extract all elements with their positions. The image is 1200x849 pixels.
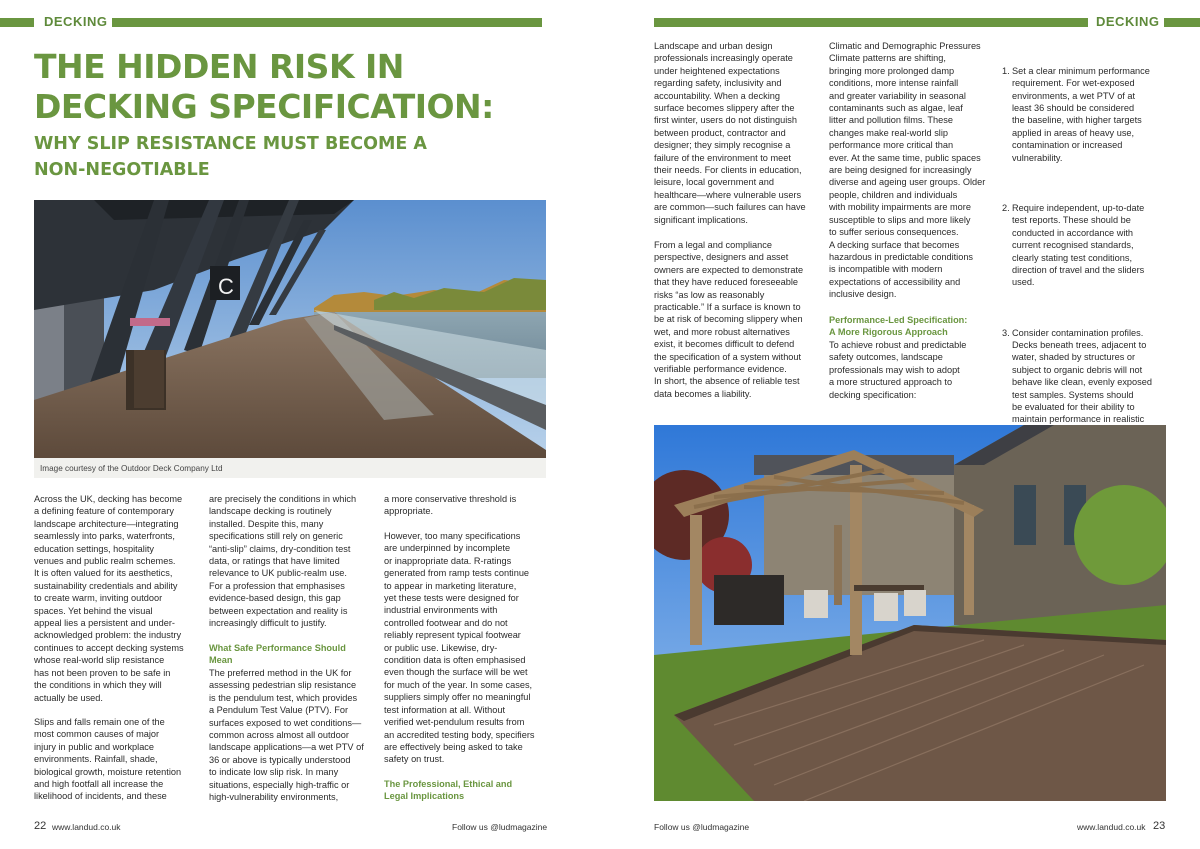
col5-paragraph1: Climatic and Demographic Pressures Climate patterns are shifting, bringing more prolonged damp conditions, more intense rainfall and greater variability in seasonal contaminants such as algae, leaf litter and pollution films. These changes make real-world slip performance more critical than ever. At the same time, public spaces are being designed for increasingly diverse and ageing user groups. Older people, children and individuals with mobility impairments are more susceptible to slips and more likely to suffer serious consequences. A decking surface that becomes hazardous in predictable conditions is incompatible with modern expectations of accessibility and inclusive design.	[829, 41, 986, 300]
list-item-text: Require independent, up-to-date test reports. These should be conducted in accordance with current recognised standards, clearly stating test conditions, direction of travel and the sliders used.	[1012, 202, 1145, 288]
col2-heading: What Safe Performance Should Mean	[209, 643, 346, 666]
sign-letter-c: C	[218, 274, 234, 299]
col4-paragraph2: From a legal and compliance perspective, designers and asset owners are expected to demonstrate that they have reduced foreseeable risks “as low as reasonably practicable.” If a surface is known to be at risk of becoming slippery when wet, and more robust alternatives exist, it becomes difficult to defend the specification of a system without verifiable performance evidence. In short, the absence of reliable test data becomes a liability.	[654, 240, 804, 399]
waterfront-deck-photo	[34, 200, 546, 458]
article-subtitle-line1: WHY SLIP RESISTANCE MUST BECOME A	[34, 134, 427, 154]
col2-paragraph2: The preferred method in the UK for assessing pedestrian slip resistance is the pendulum test, which provides a Pendulum Test Value (PTV). For surfaces exposed to wet conditions— common across almost all outdoor landscape applications—a wet PTV of 36 or above is typically understood to indicate low slip risk. In many situations, especially high-traffic or high-vulnerability environments,	[209, 668, 364, 803]
article-title-line1: THE HIDDEN RISK IN	[34, 47, 404, 86]
list-item-text: Set a clear minimum performance requirement. For wet-exposed environments, a wet PTV of at least 36 should be considered the baseline, with higher targets applied in areas of heavy use, contamination or increased vulnerability.	[1012, 65, 1150, 163]
col3-heading: The Professional, Ethical and Legal Implications	[384, 779, 513, 802]
footer-social-right[interactable]: Follow us @ludmagazine	[654, 822, 750, 832]
page-number-right: 23	[1153, 820, 1166, 832]
footer-social-left[interactable]: Follow us @ludmagazine	[452, 822, 548, 832]
section-tag-right: DECKING	[1096, 14, 1160, 29]
article-subtitle-line2: NON-NEGOTIABLE	[34, 160, 210, 180]
header-bar-right	[1164, 18, 1200, 27]
col3-paragraph1: a more conservative threshold is appropriate.	[384, 494, 517, 517]
footer-url-right[interactable]: www.landud.co.uk	[1077, 822, 1146, 832]
article-title-line2: DECKING SPECIFICATION:	[34, 87, 494, 126]
pergola-deck-illustration	[654, 425, 1166, 801]
specification-list	[1002, 40, 1172, 464]
list-item: 3. Consider contamination profiles. Decks beneath trees, adjacent to water, shaded by structures or subject to organic debris will not behave like clean, evenly exposed test samples. Systems should be evaluated for their ability to maintain performance in realistic	[1002, 327, 1172, 439]
waterfront-deck-illustration	[34, 200, 546, 458]
col1-paragraph2: Slips and falls remain one of the most common causes of major injury in public and workplace environments. Rainfall, shade, biological growth, moisture retention and high footfall all increase the likelihood of incidents, and these	[34, 717, 182, 802]
list-item: 2. Require independent, up-to-date test reports. These should be conducted in accordance with current recognised standards, clearly stating test conditions, direction of travel and the sliders used.	[1002, 202, 1145, 288]
list-item: 1. Set a clear minimum performance requirement. For wet-exposed environments, a wet PTV of at least 36 should be considered the baseline, with higher targets applied in areas of heavy use, contamination or increased vulnerability.	[1002, 65, 1150, 163]
pergola-deck-photo	[654, 425, 1166, 801]
section-tag-left: DECKING	[44, 14, 108, 29]
header-bar-left	[0, 18, 34, 27]
header-bar-left-rule	[112, 18, 542, 27]
col4-paragraph1: Landscape and urban design professionals increasingly operate under heightened expectations regarding safety, inclusivity and accountability. When a decking surface becomes slippery after the first winter, users do not distinguish between product, contractor and designer; they simply recognise a failure of the environment to meet their needs. For clients in education, leisure, local government and healthcare—where vulnerable users are common—such failures can have significant implications.	[654, 41, 806, 225]
list-item-text: Consider contamination profiles. Decks beneath trees, adjacent to water, shaded by structures or subject to organic debris will not behave like clean, evenly exposed test samples. Systems should be evaluated for their ability to maintain performance in realistic	[1012, 327, 1152, 425]
col1-paragraph1: Across the UK, decking has become a defining feature of contemporary landscape architecture—integrating seamlessly into parks, waterfronts, education settings, hospitality venues and public realm schemes. It is often valued for its aesthetics, sustainability credentials and ability to create warm, inviting outdoor spaces. Yet behind the visual appeal lies a persistent and under- acknowledged problem: the industry continues to accept decking systems whose real-world slip resistance has not been proven to be safe in the conditions in which they will actually be used.	[34, 494, 184, 703]
image-caption: Image courtesy of the Outdoor Deck Company Ltd	[34, 458, 546, 478]
header-bar-right-rule	[654, 18, 1088, 27]
col5-heading: Performance-Led Specification: A More Rigorous Approach	[829, 315, 968, 338]
col3-paragraph2: However, too many specifications are underpinned by incomplete or inappropriate data. R-ratings generated from ramp tests continue to appear in marketing literature, yet these tests were designed for industrial environments with controlled footwear and do not reliably represent typical footwear or public use. Likewise, dry- condition data is often emphasised even though the surface will be wet for much of the year. In some cases, suppliers simply offer no meaningful test information at all. Without verified wet-pendulum results from an accredited testing body, specifiers are effectively being asked to take safety on trust.	[384, 531, 535, 765]
col5-paragraph2: To achieve robust and predictable safety outcomes, landscape professionals may wish to adopt a more structured approach to decking specification:	[829, 340, 967, 400]
col2-paragraph1: are precisely the conditions in which landscape decking is routinely installed. Despite this, many specifications still rely on generic “anti-slip” claims, dry-condition test data, or ratings that have limited relevance to UK public-realm use. For a profession that emphasises evidence-based design, this gap between expectation and reality is increasingly difficult to justify.	[209, 494, 357, 629]
page-number-left: 22	[34, 820, 47, 832]
footer-url-left[interactable]: www.landud.co.uk	[52, 822, 121, 832]
